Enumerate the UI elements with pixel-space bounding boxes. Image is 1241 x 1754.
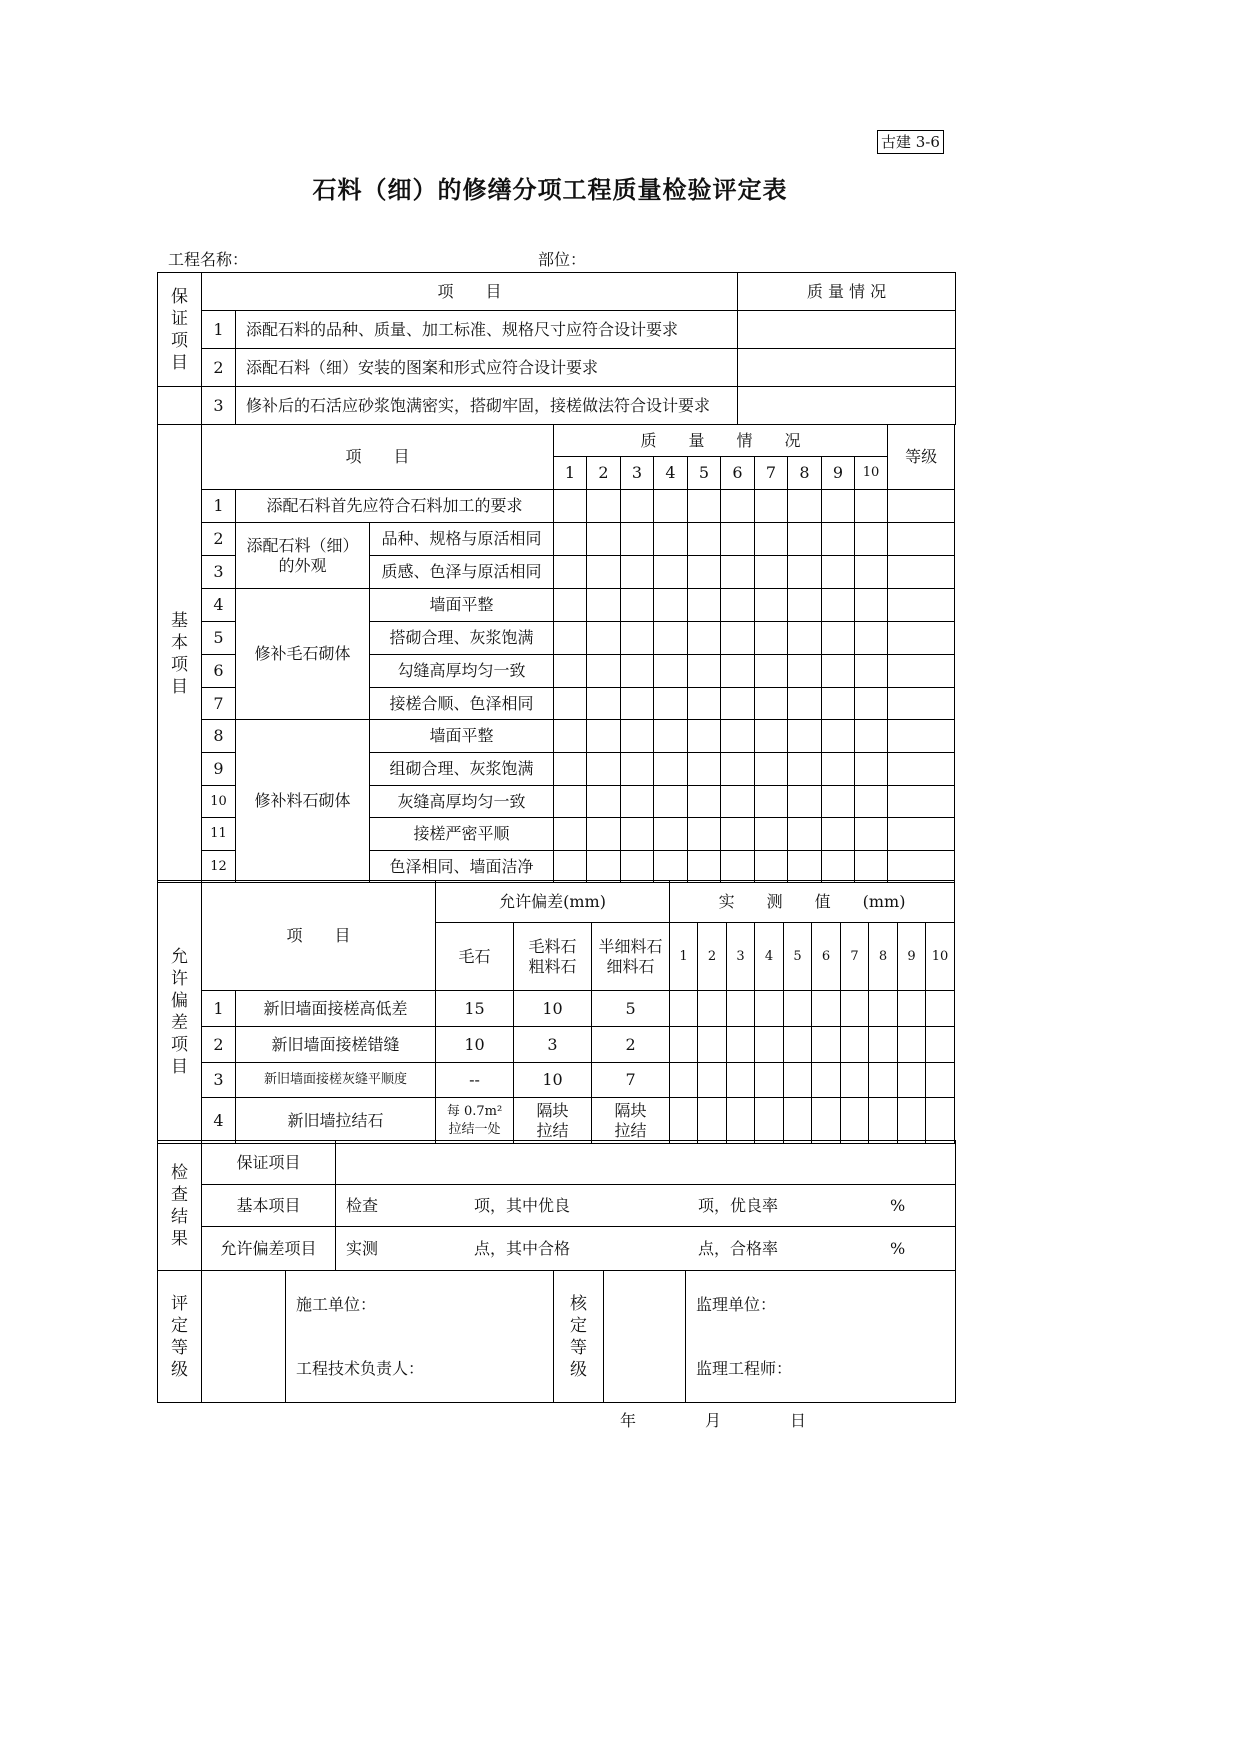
col-number: 2 <box>698 923 727 991</box>
row-number: 2 <box>202 1027 236 1063</box>
basic-group-name: 修补料石砌体 <box>236 720 370 883</box>
col-number: 4 <box>654 457 688 490</box>
inspection-guarantee-value[interactable] <box>336 1141 956 1185</box>
basic-col-item: 项 目 <box>202 425 554 490</box>
row-number: 3 <box>202 556 236 589</box>
basic-item: 质感、色泽与原活相同 <box>370 556 554 589</box>
inspection-basic-label: 基本项目 <box>202 1185 336 1227</box>
rating-table <box>157 1270 956 1403</box>
row-number: 1 <box>202 991 236 1027</box>
guarantee-item: 添配石料（细）安装的图案和形式应符合设计要求 <box>236 349 738 387</box>
row-number: 11 <box>202 818 236 851</box>
grade-cell[interactable] <box>888 818 955 851</box>
allow-value: 15 <box>436 991 514 1027</box>
col-number: 9 <box>822 457 855 490</box>
allow-value: -- <box>436 1063 514 1098</box>
allow-value: 10 <box>514 1063 592 1098</box>
deviation-row-3 <box>158 1063 955 1098</box>
deviation-col-measured: 实 测 值 (mm) <box>670 881 955 923</box>
inspection-table <box>157 1140 956 1271</box>
deviation-item: 新旧墙面接槎灰缝平顺度 <box>236 1063 436 1098</box>
col-number: 8 <box>788 457 822 490</box>
basic-col-grade: 等级 <box>888 425 955 490</box>
deviation-row-4 <box>158 1098 955 1144</box>
col-number: 10 <box>855 457 888 490</box>
col-number: 4 <box>755 923 784 991</box>
basic-item: 墙面平整 <box>370 589 554 622</box>
project-name-label: 工程名称： <box>168 250 249 269</box>
allow-value: 2 <box>592 1027 670 1063</box>
allow-value: 隔块拉结 <box>514 1098 592 1144</box>
inspection-basic-text[interactable]: 检查 项，其中优良 项，优良率 % <box>336 1185 956 1227</box>
quality-cell[interactable] <box>738 387 956 425</box>
basic-group-name: 修补毛石砌体 <box>236 589 370 720</box>
page-title: 石料（细）的修缮分项工程质量检验评定表 <box>312 176 788 204</box>
deviation-item: 新旧墙面接槎错缝 <box>236 1027 436 1063</box>
row-number: 4 <box>202 589 236 622</box>
basic-item: 灰缝高厚均匀一致 <box>370 786 554 818</box>
col-number: 6 <box>812 923 841 991</box>
supervision-block[interactable] <box>686 1271 956 1403</box>
grade-cell[interactable] <box>888 523 955 556</box>
row-number: 2 <box>202 523 236 556</box>
row-number: 4 <box>202 1098 236 1144</box>
deviation-col-allow: 允许偏差(mm) <box>436 881 670 923</box>
row-number: 6 <box>202 655 236 688</box>
guarantee-table <box>157 272 956 425</box>
basic-item: 墙面平整 <box>370 720 554 753</box>
row-number: 9 <box>202 753 236 786</box>
row-number: 2 <box>202 349 236 387</box>
allow-value: 10 <box>514 991 592 1027</box>
col-number: 6 <box>721 457 755 490</box>
basic-section-label: 基本项目 <box>158 425 202 883</box>
basic-item: 勾缝高厚均匀一致 <box>370 655 554 688</box>
row-number: 3 <box>202 387 236 425</box>
verify-grade-label: 核定等级 <box>554 1271 604 1403</box>
grade-cell[interactable] <box>888 688 955 720</box>
construction-block[interactable] <box>286 1271 554 1403</box>
construction-unit-label: 施工单位： <box>296 1295 377 1314</box>
row-number: 10 <box>202 786 236 818</box>
col-number: 10 <box>926 923 955 991</box>
grade-cell[interactable] <box>888 589 955 622</box>
row-number: 3 <box>202 1063 236 1098</box>
location-label: 部位： <box>538 250 587 269</box>
basic-row-8 <box>158 720 955 753</box>
grade-cell[interactable] <box>888 851 955 883</box>
col-number: 7 <box>755 457 788 490</box>
col-number: 2 <box>587 457 621 490</box>
col-number: 1 <box>554 457 587 490</box>
guarantee-item: 添配石料的品种、质量、加工标准、规格尺寸应符合设计要求 <box>236 311 738 349</box>
guarantee-col-quality: 质 量 情 况 <box>738 273 956 311</box>
col-number: 7 <box>841 923 869 991</box>
grade-cell[interactable] <box>888 622 955 655</box>
allow-value: 5 <box>592 991 670 1027</box>
row-number: 7 <box>202 688 236 720</box>
allow-value: 7 <box>592 1063 670 1098</box>
guarantee-item: 修补后的石活应砂浆饱满密实，搭砌牢固，接槎做法符合设计要求 <box>236 387 738 425</box>
deviation-table <box>157 880 955 1144</box>
basic-item: 色泽相同、墙面洁净 <box>370 851 554 883</box>
basic-item: 搭砌合理、灰浆饱满 <box>370 622 554 655</box>
quality-cell[interactable] <box>738 311 956 349</box>
col-number: 5 <box>784 923 812 991</box>
inspection-deviation-label: 允许偏差项目 <box>202 1227 336 1271</box>
supervision-unit-label: 监理单位： <box>696 1295 777 1314</box>
form-code: 古建 3-6 <box>877 130 944 154</box>
basic-row-4 <box>158 589 955 622</box>
inspection-deviation-text[interactable]: 实测 点，其中合格 点，合格率 % <box>336 1227 956 1271</box>
grade-cell[interactable] <box>888 655 955 688</box>
col-number: 3 <box>727 923 755 991</box>
guarantee-col-item: 项 目 <box>202 273 738 311</box>
date-month: 月 <box>705 1411 722 1430</box>
basic-table <box>157 424 955 883</box>
verify-grade-cell[interactable] <box>604 1271 686 1403</box>
row-number: 1 <box>202 490 236 523</box>
basic-item: 添配石料首先应符合石料加工的要求 <box>236 490 554 523</box>
sub-col-rough-stone: 毛料石粗料石 <box>514 923 592 991</box>
allow-value: 隔块拉结 <box>592 1098 670 1144</box>
tech-lead-label: 工程技术负责人： <box>296 1359 425 1378</box>
allow-value: 每 0.7m² 拉结一处 <box>436 1098 514 1144</box>
grade-cell[interactable] <box>888 753 955 786</box>
basic-item: 品种、规格与原活相同 <box>370 523 554 556</box>
deviation-item: 新旧墙拉结石 <box>236 1098 436 1144</box>
basic-row-1 <box>158 490 955 523</box>
row-number: 12 <box>202 851 236 883</box>
basic-item: 接槎严密平顺 <box>370 818 554 851</box>
empty-cell <box>158 387 202 425</box>
grade-cell[interactable] <box>888 490 955 523</box>
allow-value: 3 <box>514 1027 592 1063</box>
deviation-item: 新旧墙面接槎高低差 <box>236 991 436 1027</box>
col-number: 3 <box>621 457 654 490</box>
rating-grade-cell[interactable] <box>202 1271 286 1403</box>
allow-value: 10 <box>436 1027 514 1063</box>
deviation-row-1 <box>158 991 955 1027</box>
basic-row-2 <box>158 523 955 556</box>
date-year: 年 <box>620 1411 637 1430</box>
basic-group-name: 添配石料（细）的外观 <box>236 523 370 589</box>
deviation-section-label: 允许偏差项目 <box>158 881 202 1144</box>
basic-col-quality: 质 量 情 况 <box>554 425 888 457</box>
basic-item: 接槎合顺、色泽相同 <box>370 688 554 720</box>
basic-item: 组砌合理、灰浆饱满 <box>370 753 554 786</box>
quality-cell[interactable] <box>738 349 956 387</box>
row-number: 5 <box>202 622 236 655</box>
deviation-col-item: 项 目 <box>202 881 436 991</box>
col-number: 5 <box>688 457 721 490</box>
sub-col-rubble: 毛石 <box>436 923 514 991</box>
row-number: 8 <box>202 720 236 753</box>
sub-col-fine-stone: 半细料石细料石 <box>592 923 670 991</box>
grade-cell[interactable] <box>888 556 955 589</box>
guarantee-section-label: 保证项目 <box>158 273 202 387</box>
row-number: 1 <box>202 311 236 349</box>
grade-cell[interactable] <box>888 786 955 818</box>
col-number: 8 <box>869 923 898 991</box>
rating-section-label: 评定等级 <box>158 1271 202 1403</box>
inspection-guarantee-label: 保证项目 <box>202 1141 336 1185</box>
inspection-section-label: 检查结果 <box>158 1141 202 1271</box>
deviation-row-2 <box>158 1027 955 1063</box>
col-number: 9 <box>898 923 926 991</box>
date-day: 日 <box>790 1411 807 1430</box>
col-number: 1 <box>670 923 698 991</box>
supervisor-label: 监理工程师： <box>696 1359 793 1378</box>
grade-cell[interactable] <box>888 720 955 753</box>
